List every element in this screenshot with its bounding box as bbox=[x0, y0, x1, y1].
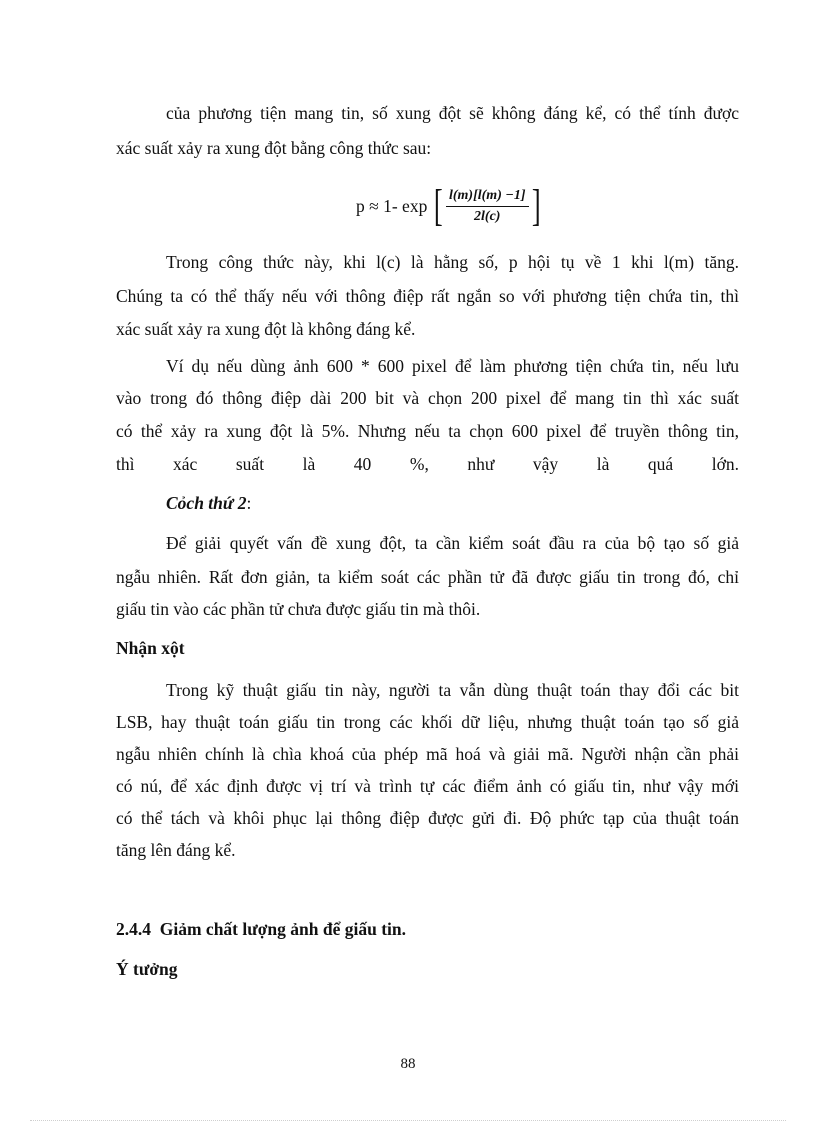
paragraph-1-line-2: xác suất xảy ra xung đột bằng công thức sau: bbox=[116, 138, 432, 158]
paragraph-1-line-1: của phương tiện mang tin, số xung đột sẽ không đáng kể, có thể tính được bbox=[166, 103, 739, 123]
paragraph-5-line-5: có thể tách và khôi phục lại thông điệp được gửi đi. Độ phức tạp của thuật toán bbox=[116, 808, 739, 828]
probability-formula bbox=[356, 180, 543, 232]
formula-lhs: p ≈ 1- exp bbox=[356, 195, 428, 216]
paragraph-4-line-1: Để giải quyết vấn đề xung đột, ta cần kiểm soát đầu ra của bộ tạo số giả bbox=[166, 533, 739, 553]
paragraph-3-line-4: thì xác suất là 40 %, như vậy là quá lớn. bbox=[116, 454, 739, 474]
method-2-label: Cỏch thứ 2 bbox=[166, 493, 247, 513]
method-2-colon: : bbox=[246, 493, 252, 513]
paragraph-3-line-1: Ví dụ nếu dùng ảnh 600 * 600 pixel để làm phương tiện chứa tin, nếu lưu bbox=[166, 356, 739, 376]
formula-fraction bbox=[446, 188, 529, 225]
paragraph-4-line-3: giấu tin vào các phần tử chưa được giấu tin mà thôi. bbox=[116, 599, 481, 619]
formula-bracket-group bbox=[431, 181, 543, 230]
paragraph-5-line-6: tăng lên đáng kể. bbox=[116, 840, 236, 860]
page-number: 88 bbox=[400, 1056, 416, 1072]
formula-denominator: 2l(c) bbox=[474, 208, 501, 224]
paragraph-3-line-2: vào trong đó thông điệp dài 200 bit và chọn 200 pixel để mang tin thì xác suất bbox=[116, 388, 739, 408]
section-heading: 2.4.4 Giảm chất lượng ảnh để giấu tin. bbox=[116, 919, 407, 939]
method-2-heading bbox=[166, 492, 739, 514]
left-bracket-icon: [ bbox=[434, 181, 444, 230]
paragraph-5-line-3: ngẫu nhiên chính là chìa khoá của phép mã hoá và giải mã. Người nhận cần phải bbox=[116, 744, 739, 764]
paragraph-3-line-3: có thể xảy ra xung đột là 5%. Nhưng nếu ta chọn 600 pixel để truyền thông tin, bbox=[116, 421, 739, 441]
idea-heading: Ý tưởng bbox=[116, 959, 178, 979]
paragraph-2-line-3: xác suất xảy ra xung đột là không đáng kể. bbox=[116, 319, 416, 339]
paragraph-4-line-2: ngẫu nhiên. Rất đơn giản, ta kiểm soát các phần tử đã được giấu tin trong đó, chỉ bbox=[116, 567, 739, 587]
paragraph-5-line-4: có nú, để xác định được vị trí và trình tự các điểm ảnh có giấu tin, như vậy mới bbox=[116, 776, 739, 796]
paragraph-2-line-2: Chúng ta có thể thấy nếu với thông điệp rất ngắn so với phương tiện chứa tin, thì bbox=[116, 286, 739, 306]
formula-numerator: l(m)[l(m) −1] bbox=[446, 188, 529, 207]
right-bracket-icon: ] bbox=[531, 181, 541, 230]
remark-heading: Nhận xột bbox=[116, 638, 185, 658]
paragraph-5-line-2: LSB, hay thuật toán giấu tin trong các khối dữ liệu, nhưng thuật toán tạo số giả bbox=[116, 712, 739, 732]
paragraph-5-line-1: Trong kỹ thuật giấu tin này, người ta vẫn dùng thuật toán thay đổi các bit bbox=[166, 680, 739, 700]
paragraph-2-line-1: Trong công thức này, khi l(c) là hằng số, p hội tụ về 1 khi l(m) tăng. bbox=[166, 252, 739, 272]
page-bottom-divider bbox=[30, 1120, 786, 1121]
